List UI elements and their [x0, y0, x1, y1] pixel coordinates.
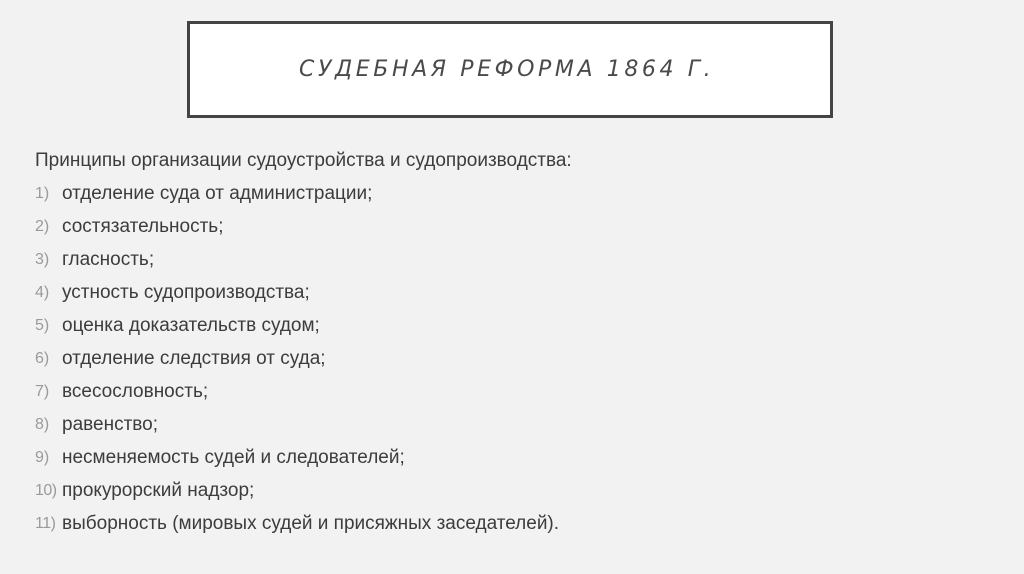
list-item-number: 7)	[35, 383, 50, 400]
intro-text: Принципы организации судоустройства и судопроизводства:	[35, 150, 572, 171]
list-item-number: 2)	[35, 218, 50, 235]
list-item-text: выборность (мировых судей и присяжных заседателей).	[62, 513, 560, 534]
list-item-number: 1)	[35, 185, 50, 202]
list-item-number: 8)	[35, 416, 50, 433]
list-item	[35, 177, 995, 210]
list-item	[35, 342, 995, 375]
list-item-number: 3)	[35, 251, 50, 268]
list-item-text: отделение следствия от суда;	[62, 348, 326, 369]
list-item-text: состязательность;	[62, 216, 224, 237]
list-item	[35, 276, 995, 309]
title-box	[187, 21, 833, 118]
list-item	[35, 441, 995, 474]
list-item-text: всесословность;	[62, 381, 209, 402]
list-item-text: оценка доказательств судом;	[62, 315, 320, 336]
list-item-number: 5)	[35, 317, 50, 334]
list-item-text: отделение суда от администрации;	[62, 183, 373, 204]
list-item	[35, 309, 995, 342]
list-item	[35, 375, 995, 408]
list-item-number: 10)	[35, 482, 57, 499]
list-item	[35, 507, 995, 540]
list-item-number: 6)	[35, 350, 50, 367]
list-item-text: несменяемость судей и следователей;	[62, 447, 405, 468]
list-item	[35, 408, 995, 441]
list-item-text: прокурорский надзор;	[62, 480, 255, 501]
list-item	[35, 243, 995, 276]
list-item-text: равенство;	[62, 414, 159, 435]
list-item-text: гласность;	[62, 249, 155, 270]
list-item	[35, 474, 995, 507]
slide-title: СУДЕБНАЯ РЕФОРМА 1864 Г.	[299, 57, 715, 82]
principles-list	[35, 177, 995, 540]
list-item	[35, 210, 995, 243]
list-item-number: 11)	[35, 515, 56, 532]
list-item-number: 9)	[35, 449, 50, 466]
content-body	[35, 144, 995, 540]
list-item-text: устность судопроизводства;	[62, 282, 310, 303]
list-item-number: 4)	[35, 284, 50, 301]
